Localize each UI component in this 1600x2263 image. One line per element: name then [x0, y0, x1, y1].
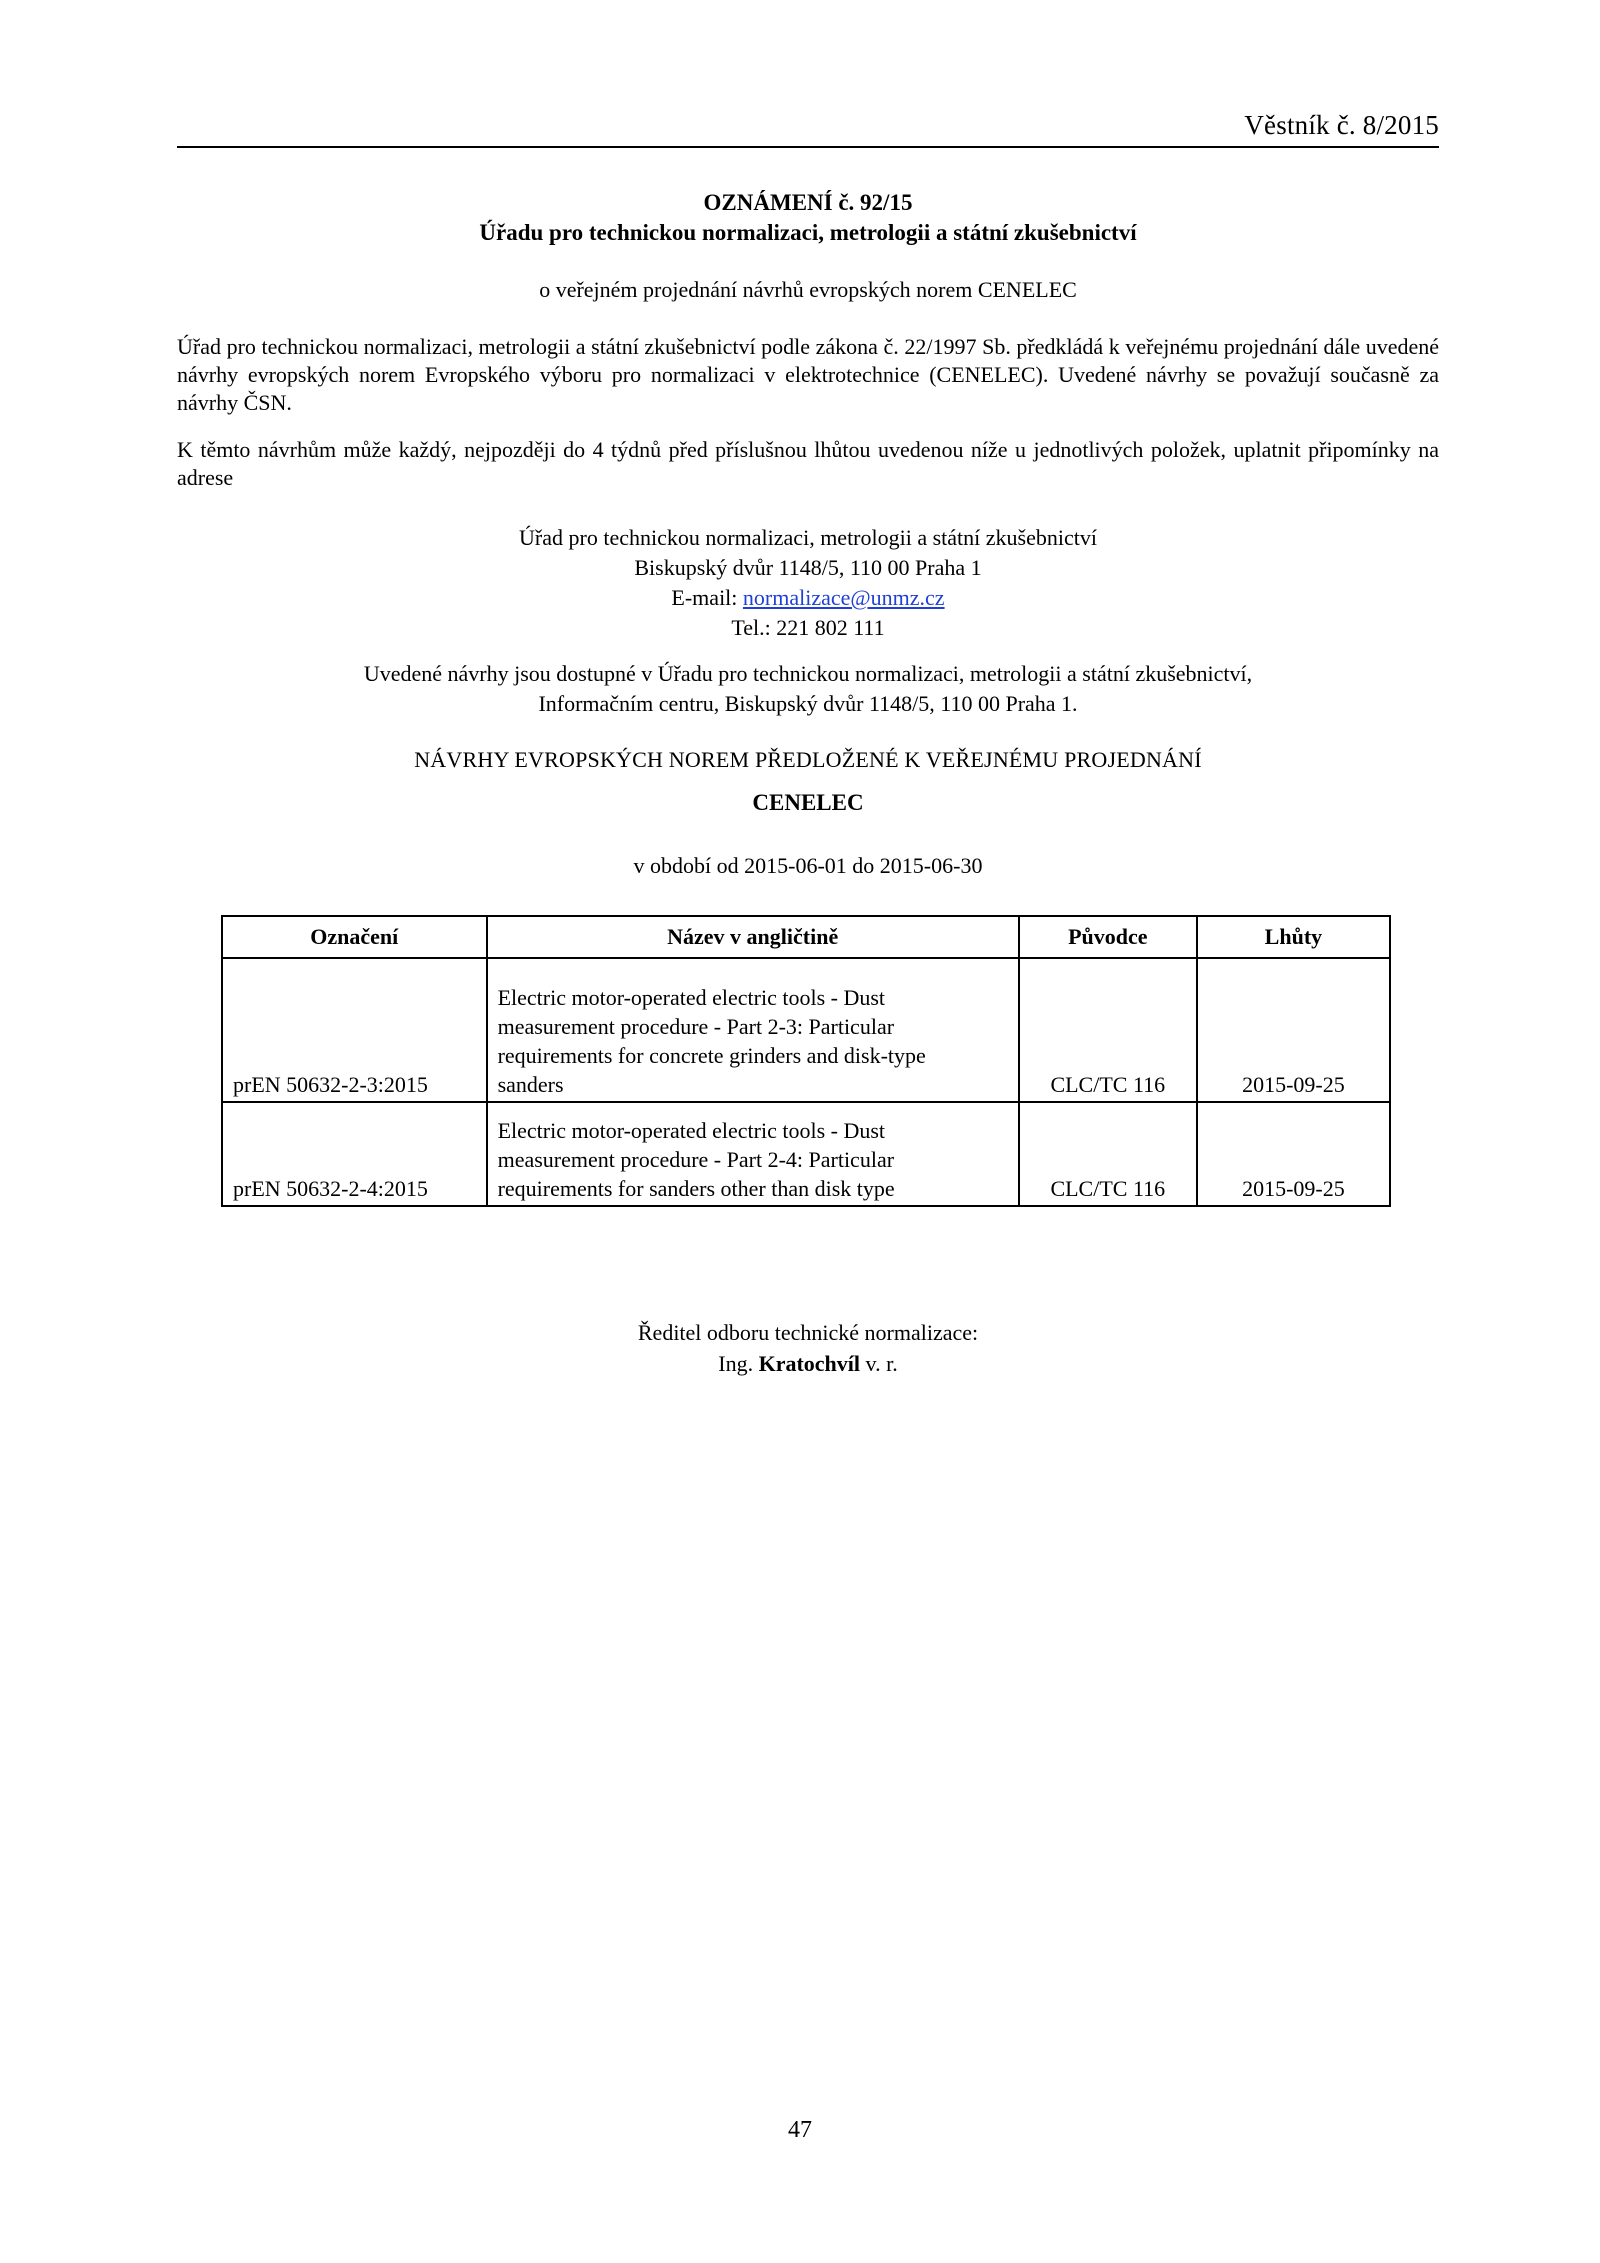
title-line: measurement procedure - Part 2-3: Particular: [497, 1014, 895, 1039]
address-email-line: [177, 583, 1439, 613]
signature-name-line: [177, 1349, 1439, 1379]
signature-prefix: Ing.: [718, 1351, 759, 1376]
header-divider: [177, 146, 1439, 148]
drafts-body: CENELEC: [752, 790, 864, 815]
address-block: [177, 523, 1439, 643]
title-line: requirements for concrete grinders and disk-type: [497, 1043, 926, 1068]
address-street: Biskupský dvůr 1148/5, 110 00 Praha 1: [634, 555, 982, 580]
cell-id: prEN 50632-2-4:2015: [222, 1102, 487, 1206]
title-line: requirements for sanders other than disk type: [497, 1176, 895, 1201]
header-deadline: Lhůty: [1197, 916, 1390, 958]
notice-number: OZNÁMENÍ č. 92/15: [703, 190, 913, 215]
table-row: [222, 958, 1390, 1102]
email-label: E-mail:: [671, 585, 743, 610]
header-id: Označení: [222, 916, 487, 958]
drafts-heading: NÁVRHY EVROPSKÝCH NOREM PŘEDLOŽENÉ K VEŘEJNÉMU PROJEDNÁNÍ: [414, 747, 1202, 772]
drafts-period: v období od 2015-06-01 do 2015-06-30: [633, 853, 983, 878]
email-link[interactable]: normalizace@unmz.cz: [742, 585, 945, 610]
cell-originator: CLC/TC 116: [1019, 1102, 1197, 1206]
header-title: Název v angličtině: [487, 916, 1019, 958]
address-office: Úřad pro technickou normalizaci, metrologii a státní zkušebnictví: [519, 525, 1097, 550]
signature-name: Kratochvíl: [758, 1351, 861, 1376]
availability-line-2: Informačním centru, Biskupský dvůr 1148/5, 110 00 Praha 1.: [538, 691, 1078, 716]
bulletin-header: Věstník č. 8/2015: [1244, 110, 1439, 140]
cell-deadline: 2015-09-25: [1197, 1102, 1390, 1206]
cell-deadline: 2015-09-25: [1197, 958, 1390, 1102]
signature-suffix: v. r.: [860, 1351, 898, 1376]
cell-id: prEN 50632-2-3:2015: [222, 958, 487, 1102]
availability-note: [177, 659, 1439, 719]
comments-paragraph: K těmto návrhům může každý, nejpozději do 4 týdnů před příslušnou lhůtou uvedenou níže u jednotlivých položek, uplatnit připomínky na adrese: [177, 437, 1439, 490]
address-phone: Tel.: 221 802 111: [731, 615, 885, 640]
table-row: [222, 1102, 1390, 1206]
notice-issuer: Úřadu pro technickou normalizaci, metrologii a státní zkušebnictví: [479, 220, 1137, 245]
title-line: Electric motor-operated electric tools - Dust: [497, 1118, 886, 1143]
availability-line-1: Uvedené návrhy jsou dostupné v Úřadu pro technickou normalizaci, metrologii a státní zkušebnictví,: [363, 661, 1253, 686]
cell-originator: CLC/TC 116: [1019, 958, 1197, 1102]
table-header-row: [222, 916, 1390, 958]
notice-subtitle: o veřejném projednání návrhů evropských norem CENELEC: [539, 277, 1077, 302]
cell-title: [487, 958, 1019, 1102]
title-line: sanders: [497, 1072, 564, 1097]
header-originator: Původce: [1019, 916, 1197, 958]
standards-table: [221, 915, 1391, 1207]
intro-paragraph: Úřad pro technickou normalizaci, metrologii a státní zkušebnictví podle zákona č. 22/1997 Sb. předkládá k veřejnému projednání dále uvedené návrhy evropských norem Evropského výboru pro normalizaci v elektrotechnice (CENELEC). Uvedené návrhy se považují současně za návrhy ČSN.: [177, 334, 1439, 415]
title-line: Electric motor-operated electric tools - Dust: [497, 985, 886, 1010]
cell-title: [487, 1102, 1019, 1206]
signature-role: Ředitel odboru technické normalizace:: [637, 1320, 979, 1345]
page-number: 47: [788, 2117, 812, 2143]
title-line: measurement procedure - Part 2-4: Particular: [497, 1147, 895, 1172]
notice-title: [177, 188, 1439, 248]
